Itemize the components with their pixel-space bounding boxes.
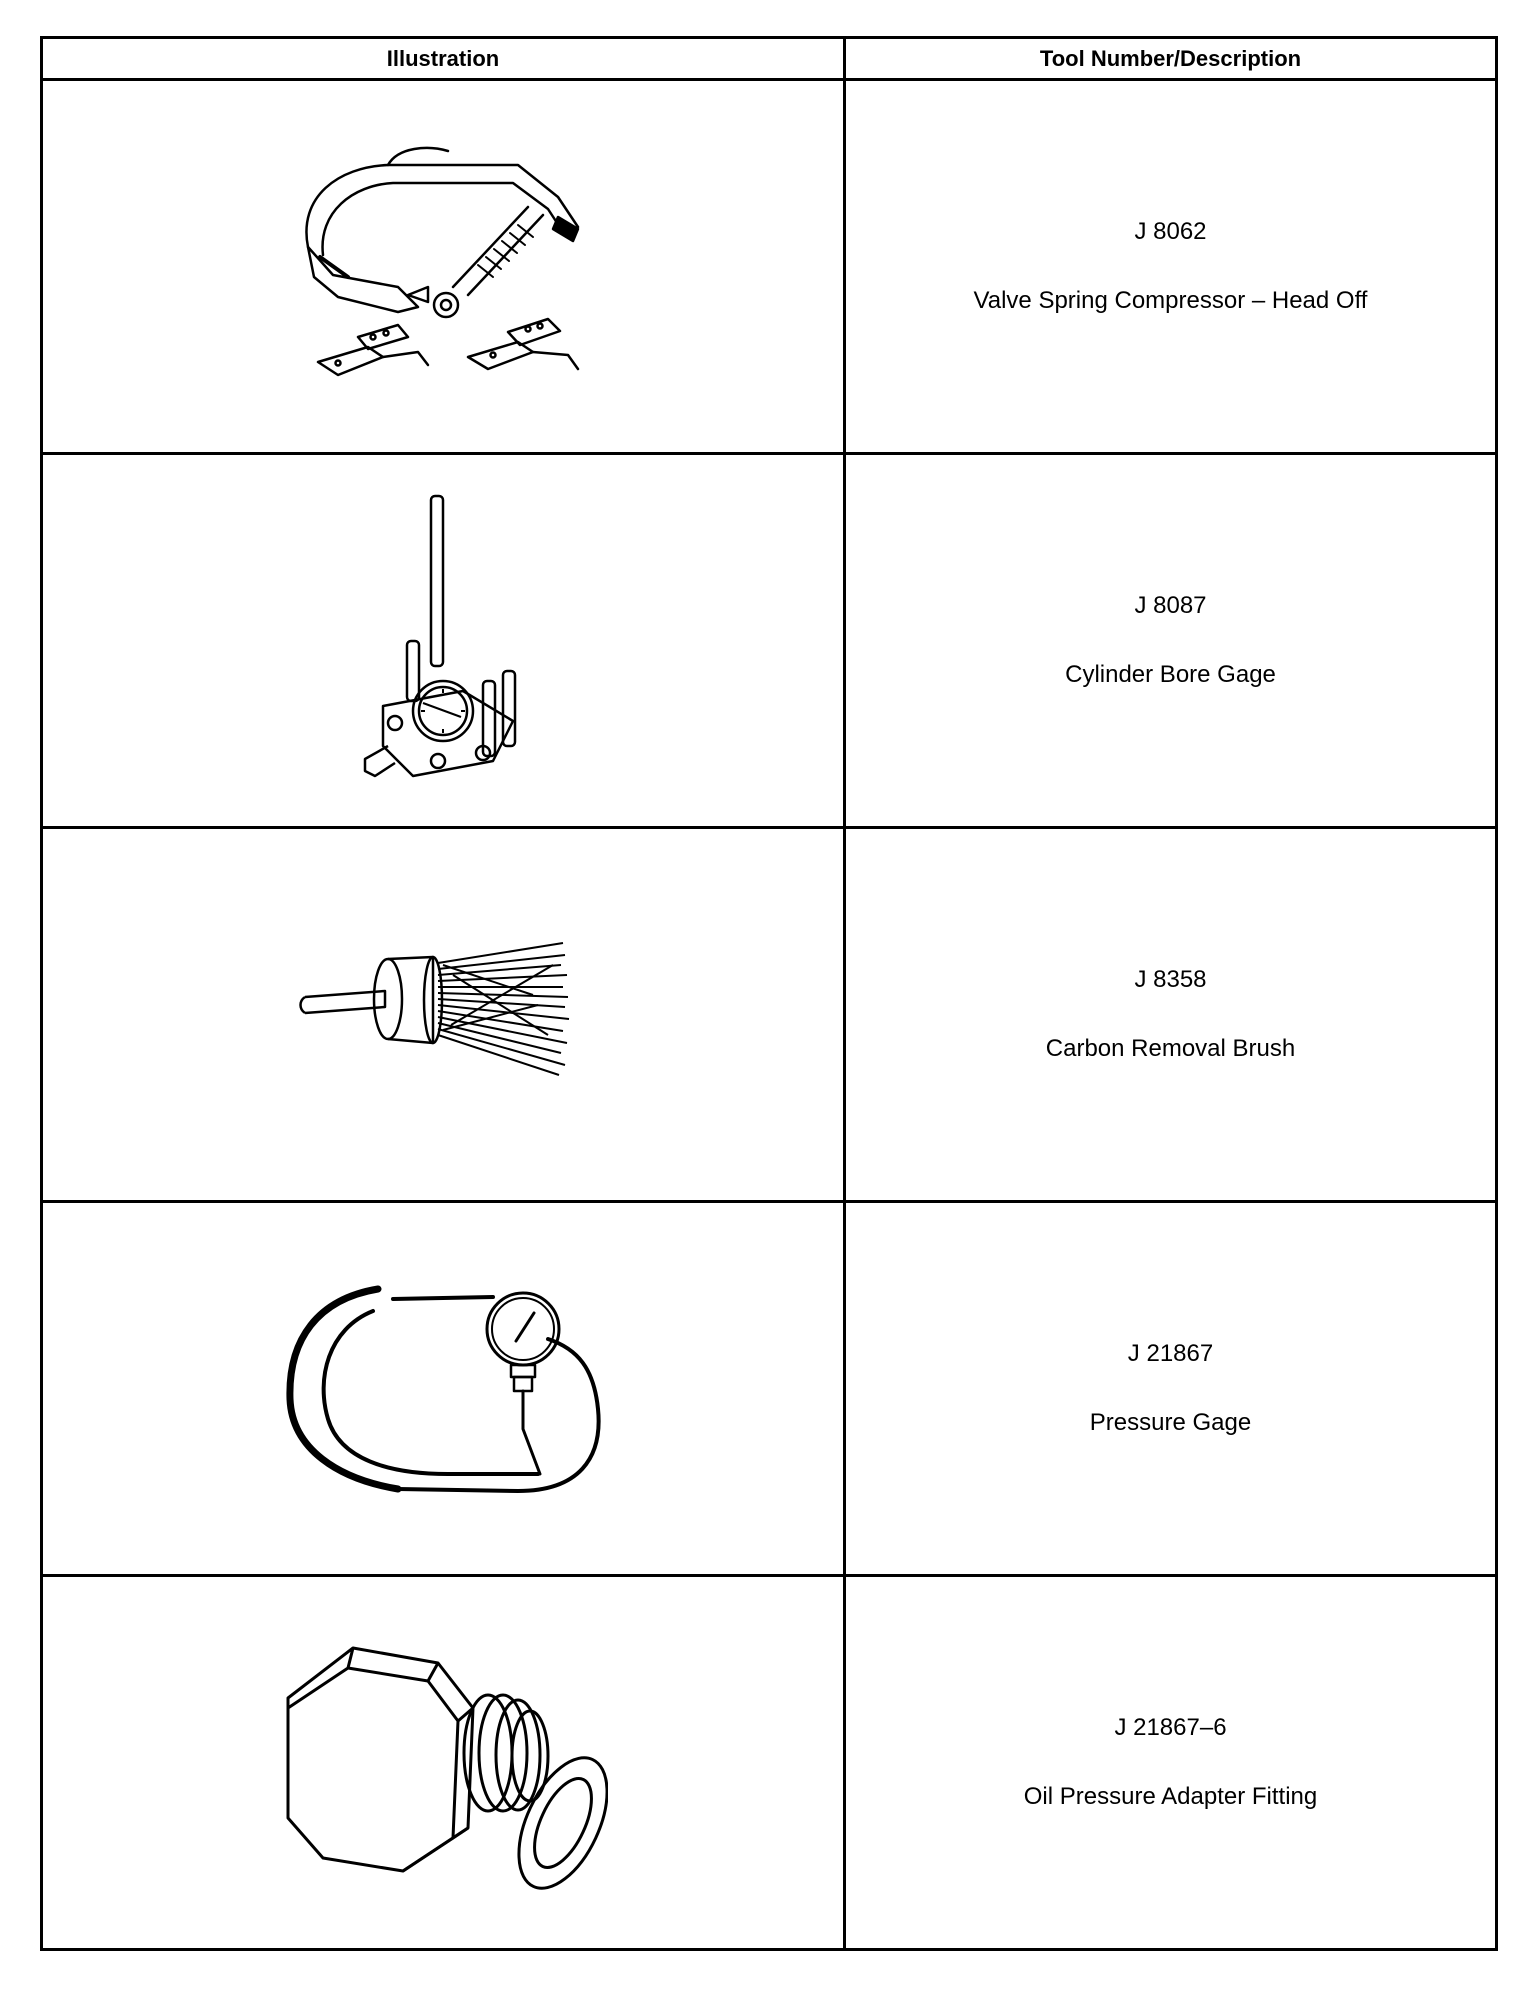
tool-number: J 8087	[1134, 591, 1207, 619]
cylinder-bore-gage-icon	[343, 491, 543, 791]
tool-number: J 8358	[1134, 965, 1207, 993]
tool-description: Pressure Gage	[1089, 1408, 1252, 1436]
table-row	[42, 1202, 1497, 1576]
tool-number: J 8062	[1134, 217, 1207, 245]
header-tool-description: Tool Number/Description	[845, 38, 1497, 80]
tool-description-cell	[845, 80, 1497, 454]
tool-table	[40, 36, 1498, 1951]
valve-spring-compressor-icon	[278, 137, 608, 397]
illustration-cell	[42, 1202, 845, 1576]
tool-description: Cylinder Bore Gage	[1065, 660, 1276, 688]
carbon-removal-brush-icon	[293, 935, 593, 1095]
illustration-cell	[42, 828, 845, 1202]
pressure-gage-icon	[278, 1269, 608, 1509]
table-row	[42, 1576, 1497, 1950]
table-row	[42, 80, 1497, 454]
tool-description-cell	[845, 1202, 1497, 1576]
header-row	[42, 38, 1497, 80]
tool-number: J 21867–6	[1114, 1713, 1227, 1741]
table-row	[42, 454, 1497, 828]
tool-description-cell	[845, 454, 1497, 828]
oil-pressure-adapter-fitting-icon	[278, 1613, 608, 1913]
tool-description: Valve Spring Compressor – Head Off	[973, 286, 1368, 314]
illustration-cell	[42, 454, 845, 828]
tool-number: J 21867	[1127, 1339, 1214, 1367]
table-row	[42, 828, 1497, 1202]
tool-description-cell	[845, 828, 1497, 1202]
header-illustration: Illustration	[42, 38, 845, 80]
tool-description: Oil Pressure Adapter Fitting	[1023, 1782, 1318, 1810]
tool-description: Carbon Removal Brush	[1045, 1034, 1296, 1062]
illustration-cell	[42, 1576, 845, 1950]
tool-description-cell	[845, 1576, 1497, 1950]
illustration-cell	[42, 80, 845, 454]
